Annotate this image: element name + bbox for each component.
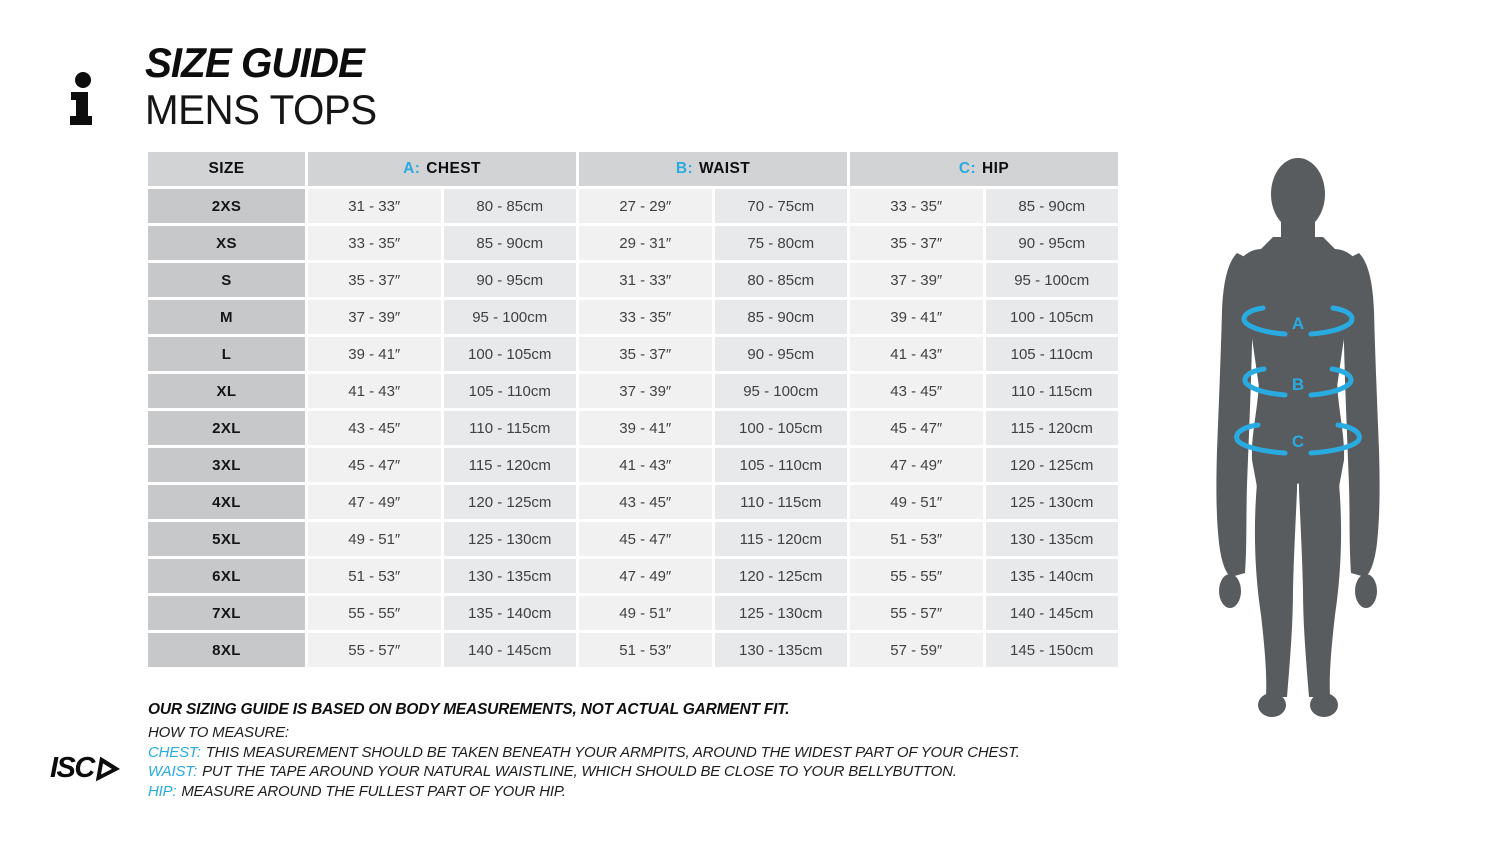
measurement-cell: 39 - 41″ bbox=[850, 300, 983, 334]
chest-prefix: A: bbox=[403, 160, 421, 177]
measurement-cell: 120 - 125cm bbox=[444, 485, 577, 519]
measurement-cell: 55 - 55″ bbox=[308, 596, 441, 630]
measurement-cell: 130 - 135cm bbox=[986, 522, 1119, 556]
measurement-cell: 47 - 49″ bbox=[579, 559, 712, 593]
column-header-size: SIZE bbox=[148, 152, 305, 186]
measurement-cell: 110 - 115cm bbox=[986, 374, 1119, 408]
measurement-cell: 70 - 75cm bbox=[715, 189, 848, 223]
column-header-chest bbox=[308, 152, 576, 186]
measurement-cell: 85 - 90cm bbox=[444, 226, 577, 260]
measurement-cell: 110 - 115cm bbox=[715, 485, 848, 519]
size-cell: 8XL bbox=[148, 633, 305, 667]
measurement-cell: 140 - 145cm bbox=[986, 596, 1119, 630]
measurement-cell: 43 - 45″ bbox=[850, 374, 983, 408]
measurement-cell: 55 - 55″ bbox=[850, 559, 983, 593]
measurement-cell: 125 - 130cm bbox=[715, 596, 848, 630]
waist-instruction bbox=[148, 762, 1068, 782]
size-cell: XL bbox=[148, 374, 305, 408]
waist-instruction-text: PUT THE TAPE AROUND YOUR NATURAL WAISTLINE, WHICH SHOULD BE CLOSE TO YOUR BELLYBUTTON. bbox=[202, 763, 957, 780]
measurement-cell: 80 - 85cm bbox=[444, 189, 577, 223]
sizing-disclaimer: OUR SIZING GUIDE IS BASED ON BODY MEASUREMENTS, NOT ACTUAL GARMENT FIT. bbox=[148, 701, 790, 718]
measurement-cell: 31 - 33″ bbox=[579, 263, 712, 297]
measurement-cell: 47 - 49″ bbox=[308, 485, 441, 519]
measurement-cell: 45 - 47″ bbox=[579, 522, 712, 556]
size-cell: 5XL bbox=[148, 522, 305, 556]
measurement-cell: 120 - 125cm bbox=[986, 448, 1119, 482]
size-cell: L bbox=[148, 337, 305, 371]
page-subtitle: MENS TOPS bbox=[145, 86, 377, 133]
size-cell: 3XL bbox=[148, 448, 305, 482]
measurement-cell: 41 - 43″ bbox=[850, 337, 983, 371]
measurement-cell: 100 - 105cm bbox=[444, 337, 577, 371]
measurement-cell: 130 - 135cm bbox=[444, 559, 577, 593]
measurement-cell: 39 - 41″ bbox=[308, 337, 441, 371]
measurement-cell: 85 - 90cm bbox=[715, 300, 848, 334]
measurement-cell: 90 - 95cm bbox=[715, 337, 848, 371]
measurement-cell: 55 - 57″ bbox=[308, 633, 441, 667]
measurement-cell: 90 - 95cm bbox=[986, 226, 1119, 260]
size-cell: S bbox=[148, 263, 305, 297]
measurement-cell: 35 - 37″ bbox=[579, 337, 712, 371]
hip-band-letter: C bbox=[1291, 432, 1305, 451]
waist-instruction-label: WAIST: bbox=[148, 763, 198, 780]
measurement-cell: 33 - 35″ bbox=[850, 189, 983, 223]
size-cell: 7XL bbox=[148, 596, 305, 630]
waist-band-letter: B bbox=[1291, 375, 1305, 394]
hip-instruction bbox=[148, 782, 1068, 802]
hip-instruction-label: HIP: bbox=[148, 782, 177, 800]
measurement-cell: 55 - 57″ bbox=[850, 596, 983, 630]
measurement-cell: 37 - 39″ bbox=[850, 263, 983, 297]
how-to-measure-heading: HOW TO MEASURE: bbox=[148, 724, 289, 741]
hip-prefix: C: bbox=[958, 160, 977, 177]
chest-instruction-text: THIS MEASUREMENT SHOULD BE TAKEN BENEATH YOUR ARMPITS, AROUND THE WIDEST PART OF YOUR CHEST. bbox=[205, 743, 1020, 761]
measurement-cell: 39 - 41″ bbox=[579, 411, 712, 445]
measurement-cell: 33 - 35″ bbox=[579, 300, 712, 334]
measurement-cell: 135 - 140cm bbox=[986, 559, 1119, 593]
measurement-cell: 145 - 150cm bbox=[986, 633, 1119, 667]
size-table bbox=[148, 152, 1118, 667]
measurement-cell: 35 - 37″ bbox=[308, 263, 441, 297]
size-cell: 2XS bbox=[148, 189, 305, 223]
column-header-hip bbox=[850, 152, 1118, 186]
measurement-cell: 43 - 45″ bbox=[579, 485, 712, 519]
measurement-cell: 105 - 110cm bbox=[444, 374, 577, 408]
measurement-cell: 33 - 35″ bbox=[308, 226, 441, 260]
measurement-cell: 37 - 39″ bbox=[308, 300, 441, 334]
measurement-cell: 115 - 120cm bbox=[986, 411, 1119, 445]
measurement-cell: 51 - 53″ bbox=[850, 522, 983, 556]
measurement-cell: 80 - 85cm bbox=[715, 263, 848, 297]
measurement-cell: 45 - 47″ bbox=[850, 411, 983, 445]
measurement-cell: 41 - 43″ bbox=[579, 448, 712, 482]
chest-instruction-label: CHEST: bbox=[148, 743, 201, 761]
chest-band-letter: A bbox=[1291, 314, 1305, 333]
measurement-cell: 90 - 95cm bbox=[444, 263, 577, 297]
page-title: SIZE GUIDE bbox=[145, 39, 364, 86]
column-header-waist bbox=[579, 152, 847, 186]
measurement-cell: 95 - 100cm bbox=[715, 374, 848, 408]
isc-logo bbox=[50, 752, 120, 785]
isc-logo-arrow-icon bbox=[94, 756, 123, 782]
measurement-cell: 51 - 53″ bbox=[308, 559, 441, 593]
measurement-cell: 105 - 110cm bbox=[986, 337, 1119, 371]
measurement-cell: 95 - 100cm bbox=[444, 300, 577, 334]
masthead bbox=[145, 40, 386, 134]
measurement-cell: 135 - 140cm bbox=[444, 596, 577, 630]
chest-label: CHEST bbox=[426, 160, 481, 177]
measurement-cell: 105 - 110cm bbox=[715, 448, 848, 482]
measurement-cell: 57 - 59″ bbox=[850, 633, 983, 667]
measurement-cell: 115 - 120cm bbox=[715, 522, 848, 556]
measurement-cell: 51 - 53″ bbox=[579, 633, 712, 667]
size-cell: 4XL bbox=[148, 485, 305, 519]
measurement-cell: 130 - 135cm bbox=[715, 633, 848, 667]
measuring-notes bbox=[148, 701, 1068, 801]
size-cell: 2XL bbox=[148, 411, 305, 445]
measurement-cell: 85 - 90cm bbox=[986, 189, 1119, 223]
measurement-cell: 37 - 39″ bbox=[579, 374, 712, 408]
measurement-cell: 45 - 47″ bbox=[308, 448, 441, 482]
hip-instruction-text: MEASURE AROUND THE FULLEST PART OF YOUR HIP. bbox=[181, 782, 566, 800]
size-cell: M bbox=[148, 300, 305, 334]
measurement-cell: 31 - 33″ bbox=[308, 189, 441, 223]
measurement-cell: 41 - 43″ bbox=[308, 374, 441, 408]
measurement-cell: 115 - 120cm bbox=[444, 448, 577, 482]
size-cell: 6XL bbox=[148, 559, 305, 593]
measurement-cell: 49 - 51″ bbox=[850, 485, 983, 519]
measurement-cell: 29 - 31″ bbox=[579, 226, 712, 260]
measurement-cell: 47 - 49″ bbox=[850, 448, 983, 482]
measurement-cell: 35 - 37″ bbox=[850, 226, 983, 260]
waist-label: WAIST bbox=[699, 160, 751, 177]
measurement-cell: 95 - 100cm bbox=[986, 263, 1119, 297]
measurement-cell: 100 - 105cm bbox=[715, 411, 848, 445]
measurement-cell: 27 - 29″ bbox=[579, 189, 712, 223]
size-cell: XS bbox=[148, 226, 305, 260]
measurement-cell: 75 - 80cm bbox=[715, 226, 848, 260]
measurement-cell: 43 - 45″ bbox=[308, 411, 441, 445]
measurement-cell: 125 - 130cm bbox=[986, 485, 1119, 519]
body-silhouette bbox=[1213, 145, 1383, 725]
measurement-cell: 125 - 130cm bbox=[444, 522, 577, 556]
measurement-cell: 49 - 51″ bbox=[308, 522, 441, 556]
waist-prefix: B: bbox=[675, 160, 694, 177]
measurement-cell: 120 - 125cm bbox=[715, 559, 848, 593]
measurement-cell: 49 - 51″ bbox=[579, 596, 712, 630]
hip-label: HIP bbox=[982, 160, 1010, 177]
isc-logo-text: ISC bbox=[50, 752, 94, 784]
measurement-cell: 140 - 145cm bbox=[444, 633, 577, 667]
info-icon bbox=[64, 72, 98, 133]
measurement-cell: 110 - 115cm bbox=[444, 411, 577, 445]
chest-instruction bbox=[148, 743, 1068, 763]
measurement-cell: 100 - 105cm bbox=[986, 300, 1119, 334]
